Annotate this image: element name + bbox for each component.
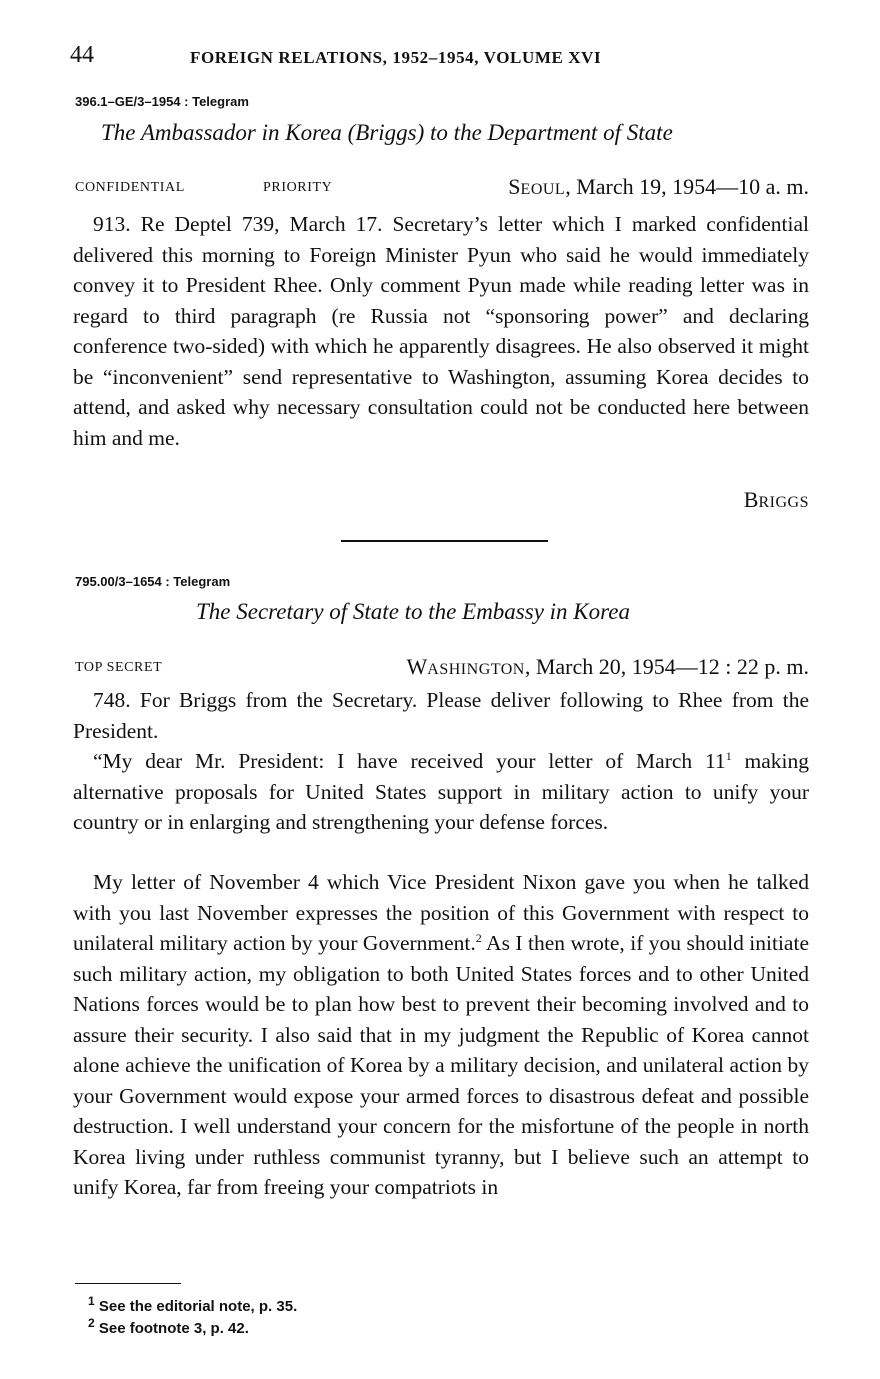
doc2-title: The Secretary of State to the Embassy in Korea — [196, 599, 630, 624]
doc2-paragraph-1: 748. For Briggs from the Secretary. Please deliver following to Rhee from the President. — [73, 688, 809, 743]
footnote-2 — [88, 1316, 249, 1337]
running-title: FOREIGN RELATIONS, 1952–1954, VOLUME XVI — [190, 48, 602, 67]
footnote-ref-1: 1 — [725, 748, 732, 763]
doc2-dateline — [407, 654, 809, 680]
doc2-paragraph-3 — [73, 867, 809, 1203]
footnote-2-mark: 2 — [88, 1316, 95, 1330]
doc2-classification: TOP SECRET — [75, 660, 163, 675]
footnote-2-text: See footnote 3, p. 42. — [94, 1320, 249, 1337]
doc2-date: , March 20, 1954—12 : 22 p. m. — [524, 654, 809, 679]
doc2-paragraph-2-text-a: “My dear Mr. President: I have received your letter of March 11 — [93, 749, 726, 773]
footnote-1-text: See the editorial note, p. 35. — [94, 1298, 298, 1315]
doc1-place-initial: S — [508, 174, 521, 199]
doc1-priority: PRIORITY — [263, 180, 333, 195]
footnote-ref-2: 2 — [475, 930, 482, 945]
doc1-body: 913. Re Deptel 739, March 17. Secretary’s letter which I marked confidential delivered this morning to Foreign Minister Pyun who said he would immediately convey it to President Rhee. Only comment Pyun made while reading letter was in regard to third paragraph (re Russia not “sponsoring power” and declaring conference two-sided) with which he apparently disagrees. He also observed it might be “inconvenient” send representative to Washington, assuming Korea decides to attend, and asked why necessary consultation could not be conducted here between him and me. — [73, 212, 809, 450]
doc2-paragraph-3-text-a: My letter of November 4 which Vice President Nixon gave you when he talked with you last November expresses the position of this Government with respect to unilateral military action by your Government. — [73, 870, 809, 955]
doc1-dateline — [508, 174, 809, 200]
footnote-divider — [75, 1283, 181, 1284]
footnote-1 — [88, 1294, 298, 1315]
doc2-paragraph-2-text-b: making alternative proposals for United States support in military action to unify your country or in enlarging and strengthening your defense forces. — [73, 749, 809, 834]
doc2-place-rest: ASHINGTON — [427, 661, 525, 678]
doc1-signature-rest: RIGGS — [758, 494, 809, 511]
doc1-signature — [744, 487, 809, 513]
doc2-place-initial: W — [406, 654, 428, 679]
doc1-place-rest: EOUL — [520, 181, 566, 198]
doc1-title: The Ambassador in Korea (Briggs) to the Department of State — [101, 120, 673, 145]
section-divider — [341, 540, 548, 542]
footnote-1-mark: 1 — [88, 1294, 95, 1308]
doc1-classification: CONFIDENTIAL — [75, 180, 185, 195]
doc2-paragraph-2 — [73, 746, 809, 838]
page-number: 44 — [70, 42, 94, 68]
doc1-date: , March 19, 1954—10 a. m. — [565, 174, 809, 199]
doc2-file-reference: 795.00/3–1654 : Telegram — [75, 574, 231, 589]
doc2-paragraph-3-text-b: As I then wrote, if you should initiate such military action, my obligation to both United States forces and to other United Nations forces would be to plan how best to prevent their becoming involved and to assure their security. I also said that in my judgment the Republic of Korea cannot alone achieve the unification of Korea by a military decision, and unilateral action by your Government would expose your armed forces to disastrous defeat and possible destruction. I well understand your concern for the misfortune of the people in north Korea living under ruthless communist tyranny, but I believe such an attempt to unify Korea, far from freeing your compatriots in — [73, 931, 809, 1199]
doc1-signature-initial: B — [743, 487, 759, 512]
doc1-file-reference: 396.1–GE/3–1954 : Telegram — [75, 94, 249, 109]
